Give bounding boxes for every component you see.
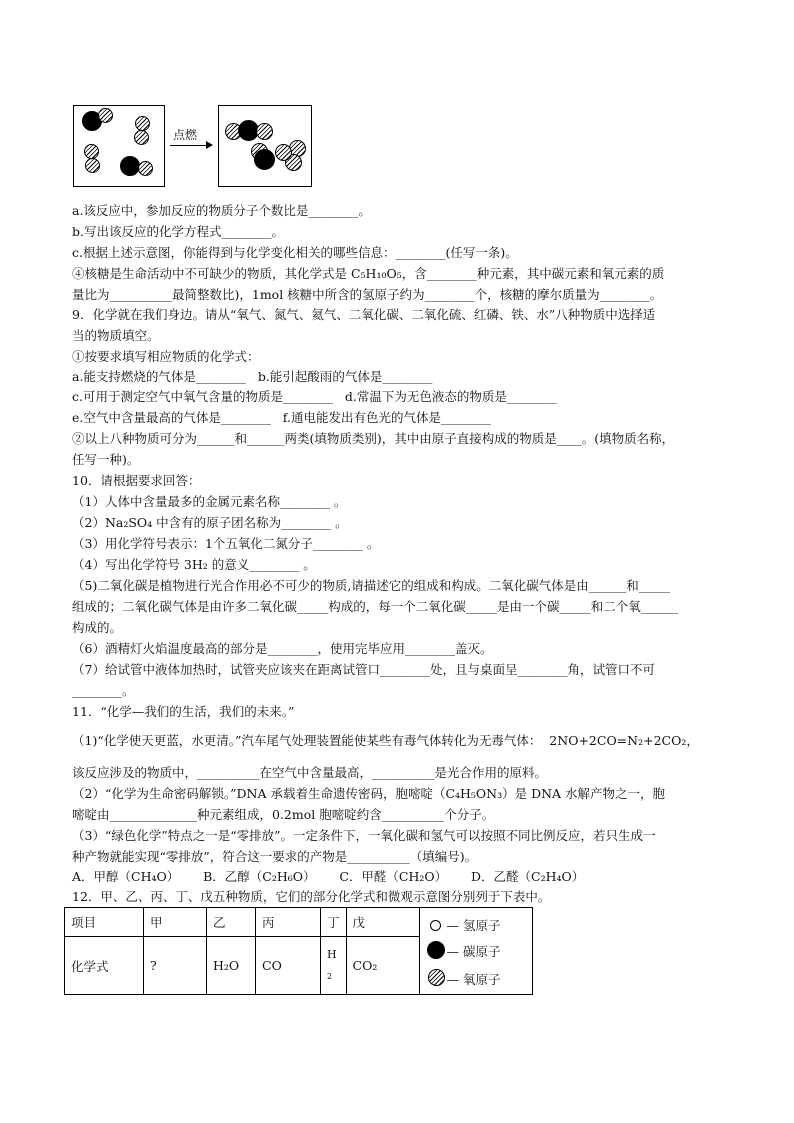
table-header: 乙	[207, 908, 256, 937]
text-line: （5)二氧化碳是植物进行光合作用必不可少的物质,请描述它的组成和构成。二氧化碳气体是由______和_____	[72, 578, 671, 593]
question-12: 12．甲、乙、丙、丁、戊五种物质，它们的部分化学式和微观示意图分别列于下表中。	[72, 889, 551, 904]
text-line: c.可用于测定空气中氧气含量的物质是________ d.常温下为无色液态的物质是________	[72, 389, 557, 404]
table-cell: CO	[256, 937, 321, 995]
legend-cell	[419, 908, 532, 995]
text-line: ②以上八种物质可分为______和______两类(填物质类别)，其中由原子直接构成的物质是____。(填物质名称，	[72, 431, 675, 446]
arrow-label: 点燃	[173, 128, 198, 142]
hydrogen-atom-icon	[430, 920, 441, 931]
carbon-atom-icon	[427, 941, 445, 959]
legend-label: — 氢原子	[446, 918, 501, 933]
text-line: （2）Na₂SO₄ 中含有的原子团名称为________ 。	[72, 515, 348, 530]
text-line: 量比为__________最简整数比)，1mol 核糖中所含的氢原子约为________个，核糖的摩尔质量为________。	[72, 287, 663, 302]
text-line: 构成的。	[72, 620, 123, 635]
text-line: 组成的；二氧化碳气体是由许多二氧化碳_____构成的，每一个二氧化碳_____是由一个碳_____和二个氧______	[72, 599, 679, 614]
text-line: （7）给试管中液体加热时，试管夹应该夹在距离试管口________处，且与桌面呈________角，试管口不可	[72, 662, 655, 677]
table-cell-part: H	[327, 947, 337, 961]
oxygen-atom-icon	[256, 123, 273, 140]
text-line: 嘧啶由______________种元素组成，0.2mol 胞嘧啶约含__________个分子。	[72, 807, 495, 822]
table-cell: H₂O	[207, 937, 256, 995]
carbon-atom-icon	[120, 156, 140, 176]
reaction-arrow	[170, 145, 208, 146]
text-line: a.能支持燃烧的气体是________ b.能引起酸雨的气体是________	[72, 369, 433, 384]
text-line: ④核糖是生命活动中不可缺少的物质，其化学式是 C₅H₁₀O₅，含________种元素，其中碳元素和氧元素的质	[72, 266, 665, 281]
text-line: 当的物质填空。	[72, 328, 160, 343]
oxygen-atom-icon	[138, 161, 153, 176]
oxygen-atom-icon	[275, 144, 292, 161]
text-line: （4）写出化学符号 3H₂ 的意义________ 。	[72, 557, 316, 572]
legend-label: — 氧原子	[446, 972, 501, 987]
table-header: 丙	[256, 908, 321, 937]
table-header: 甲	[144, 908, 207, 937]
oxygen-atom-icon	[84, 144, 99, 159]
table-cell	[321, 937, 347, 995]
substance-table	[64, 907, 533, 995]
text-line: e.空气中含量最高的气体是________ f.通电能发出有色光的气体是________	[72, 410, 491, 425]
text-line: （1)“化学使天更蓝，水更清。”汽车尾气处理装置能使某些有毒气体转化为无毒气体： 2NO+2CO=N₂+2CO₂，	[72, 733, 699, 748]
table-header: 戊	[346, 908, 419, 937]
text-line: 任写一种)。	[72, 452, 140, 467]
answer-options: A．甲醇（CH₄O） B．乙醇（C₂H₆O） C．甲醛（CH₂O） D．乙醛（C₂H₄O）	[72, 869, 585, 884]
text-line: （3）“绿色化学”特点之一是“零排放”。一定条件下，一氧化碳和氢气可以按照不同比例反应，若只生成一	[72, 828, 656, 843]
text-line: a.该反应中，参加反应的物质分子个数比是________。	[72, 203, 371, 218]
text-line: ①按要求填写相应物质的化学式：	[72, 349, 260, 364]
question-10: 10．请根据要求回答：	[72, 473, 201, 488]
carbon-atom-icon	[254, 149, 275, 170]
text-line: （1）人体中含量最多的金属元素名称________ 。	[72, 494, 347, 509]
table-cell-part: 2	[327, 971, 333, 981]
reactant-box	[73, 105, 165, 187]
table-header: 项目	[65, 908, 144, 937]
legend-label: — 碳原子	[446, 944, 501, 959]
oxygen-atom-icon	[428, 969, 445, 986]
question-9: 9．化学就在我们身边。请从“氧气、氮气、氦气、二氧化碳、二氧化硫、红磷、铁、水”八种物质中选择适	[72, 307, 656, 322]
table-cell: ?	[144, 937, 207, 995]
text-line: c.根据上述示意图，你能得到与化学变化相关的哪些信息：________(任写一条)。	[72, 245, 518, 260]
table-cell: CO₂	[346, 937, 419, 995]
oxygen-atom-icon	[98, 108, 113, 123]
oxygen-atom-icon	[134, 130, 149, 145]
text-line: b.写出该反应的化学方程式________。	[72, 224, 284, 239]
text-line: （6）酒精灯火焰温度最高的部分是________，使用完毕应用________盖灭。	[72, 641, 493, 656]
text-line: 该反应涉及的物质中，__________在空气中含量最高，__________是光合作用的原料。	[72, 765, 548, 780]
text-line: （2）“化学为生命密码解锁。”DNA 承载着生命遗传密码，胞嘧啶（C₄H₅ON₃）是 DNA 水解产物之一，胞	[72, 786, 666, 801]
table-row-label: 化学式	[65, 937, 144, 995]
text-line: ________。	[72, 683, 135, 698]
oxygen-atom-icon	[85, 158, 100, 173]
text-line: （3）用化学符号表示：1个五氧化二氮分子________ 。	[72, 536, 380, 551]
text-line: 种产物就能实现“零排放”，符合这一要求的产物是__________（填编号)。	[72, 849, 478, 864]
table-header: 丁	[321, 908, 347, 937]
arrow-head-icon	[206, 141, 213, 149]
product-box	[218, 105, 312, 187]
question-11: 11．“化学—我们的生活，我们的未来。”	[72, 704, 295, 719]
oxygen-atom-icon	[135, 116, 150, 131]
